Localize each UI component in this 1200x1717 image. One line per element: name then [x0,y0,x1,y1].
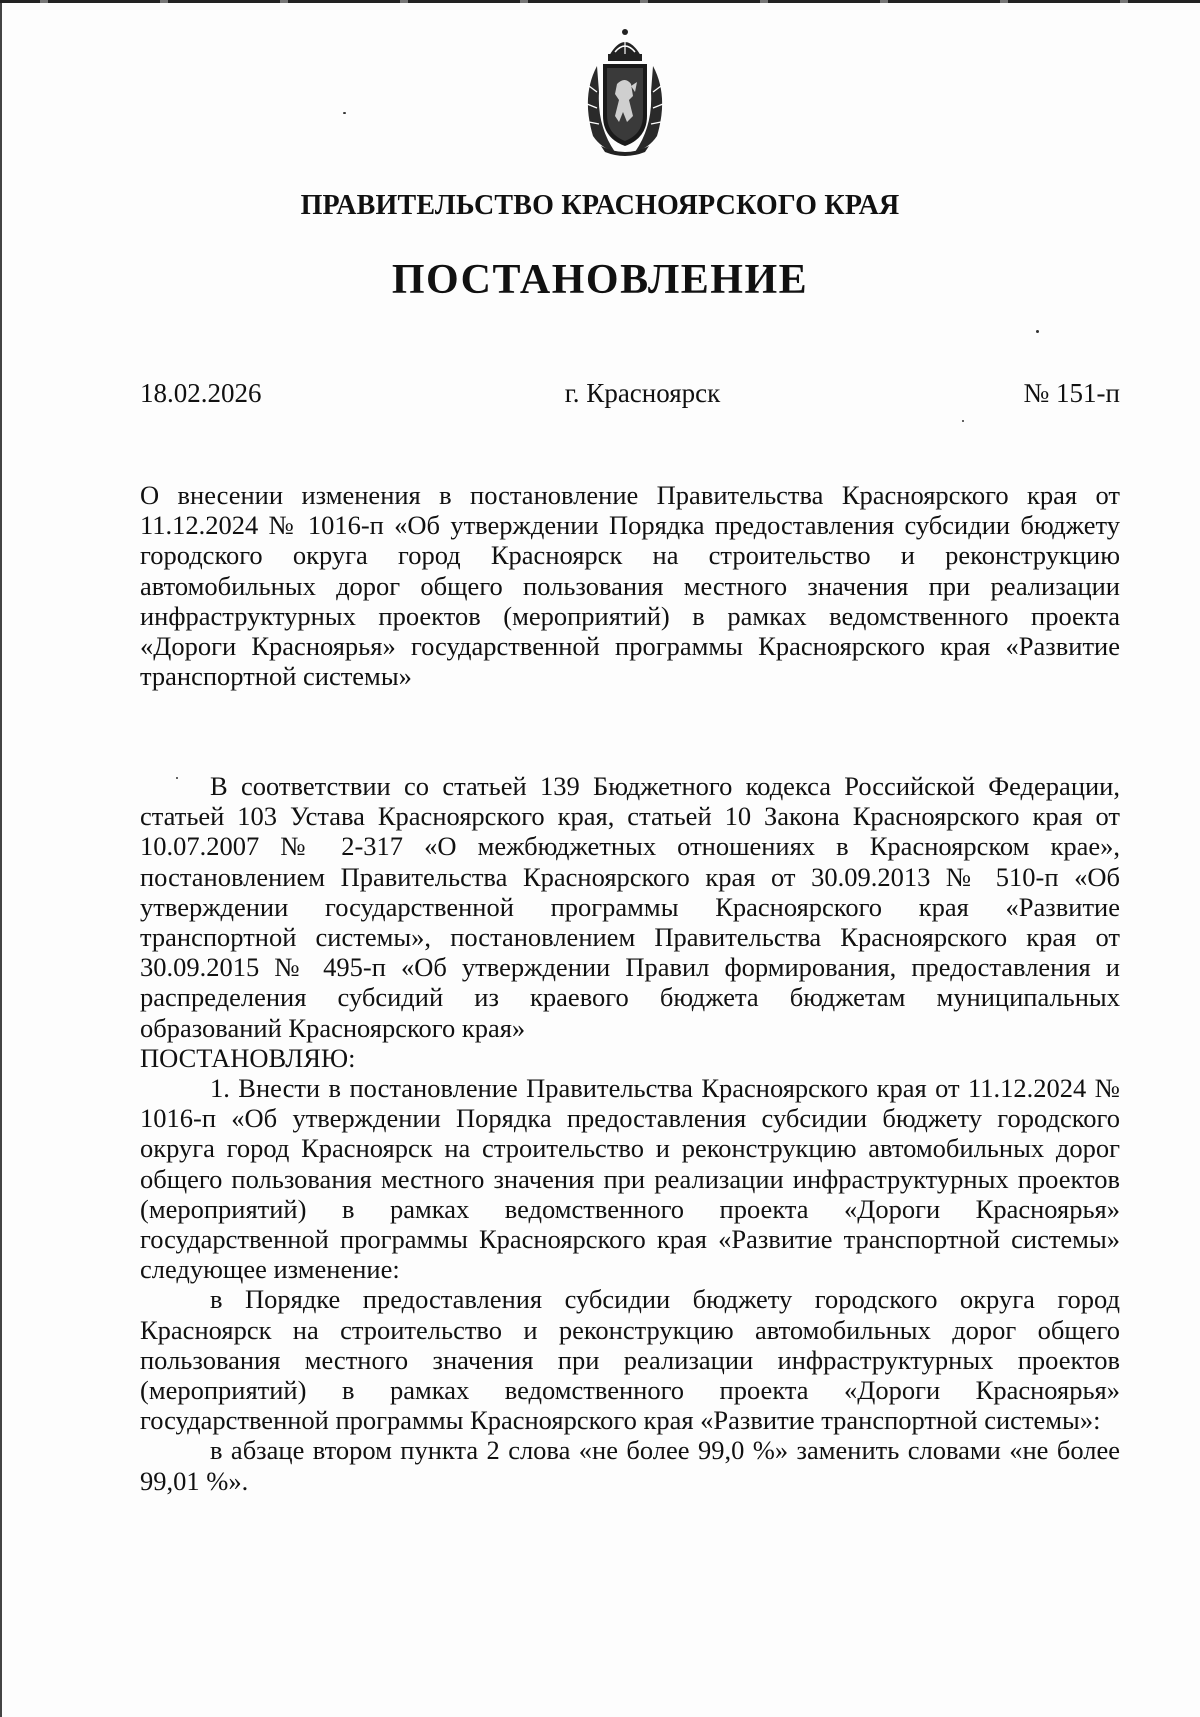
document-city: г. Красноярск [564,378,721,408]
decree-word: ПОСТАНОВЛЯЮ: [140,1042,356,1073]
scan-speck [1036,330,1039,333]
document-date: 18.02.2026 [140,378,262,408]
document-type-heading: ПОСТАНОВЛЕНИЕ [391,257,809,303]
document-body [140,771,1120,1496]
preamble-paragraph: В соответствии со статьей 139 Бюджетного кодекса Российской Федерации, статьей 103 Устава Красноярского края, статьей 10 Закона Красноярского края от 10.07.2007 № 2-317 «О межбюджетных отношениях в Красноярском крае», постановлением Правительства Красноярского края от 30.09.2013 № 510-п «Об утверждении государственной программы Красноярского края «Развитие транспортной системы», постановлением Правительства Красноярского края от 30.09.2015 № 495-п «Об утверждении Правил формирования, предоставления и распределения субсидий из краевого бюджета бюджетам муниципальных образований Красноярского края» [140,771,1120,1043]
item-1-change-paragraph: в абзаце втором пункта 2 слова «не более 99,0 %» заменить словами «не более 99,01 %». [140,1435,1120,1496]
government-title: ПРАВИТЕЛЬСТВО КРАСНОЯРСКОГО КРАЯ [300,190,900,221]
crown-icon [608,29,642,61]
item-1-paragraph: 1. Внести в постановление Правительства Красноярского края от 11.12.2024 № 1016-п «Об утверждении Порядка предоставления субсидии бюджету городского округа город Красноярск на строительство и реконструкцию автомобильных дорог общего пользования местного значения при реализации инфраструктурных проектов (мероприятий) в рамках ведомственного проекта «Дороги Красноярья» государственной программы Красноярского края «Развитие транспортной системы» следующее изменение: [140,1073,1120,1285]
scan-edge-top [0,0,1200,3]
scan-speck [343,112,346,114]
scan-speck [962,420,964,422]
document-number: № 151-п [1023,378,1120,408]
krasnoyarsk-coat-of-arms-icon [575,26,675,156]
document-meta [140,378,1120,409]
item-1-subparagraph: в Порядке предоставления субсидии бюджету городского округа город Красноярск на строительство и реконструкцию автомобильных дорог общего пользования местного значения при реализации инфраструктурных проектов (мероприятий) в рамках ведомственного проекта «Дороги Красноярья» государственной программы Красноярского края «Развитие транспортной системы»: [140,1284,1120,1436]
subject-text: О внесении изменения в постановление Правительства Красноярского края от 11.12.2024 № 1016-п «Об утверждении Порядка предоставления субсидии бюджету городского округа город Красноярск на строительство и реконструкцию автомобильных дорог общего пользования местного значения при реализации инфраструктурных проектов (мероприятий) в рамках ведомственного проекта «Дороги Красноярья» государственной программы Красноярского края «Развитие транспортной системы» [140,480,1120,692]
document-subject [140,480,1120,691]
